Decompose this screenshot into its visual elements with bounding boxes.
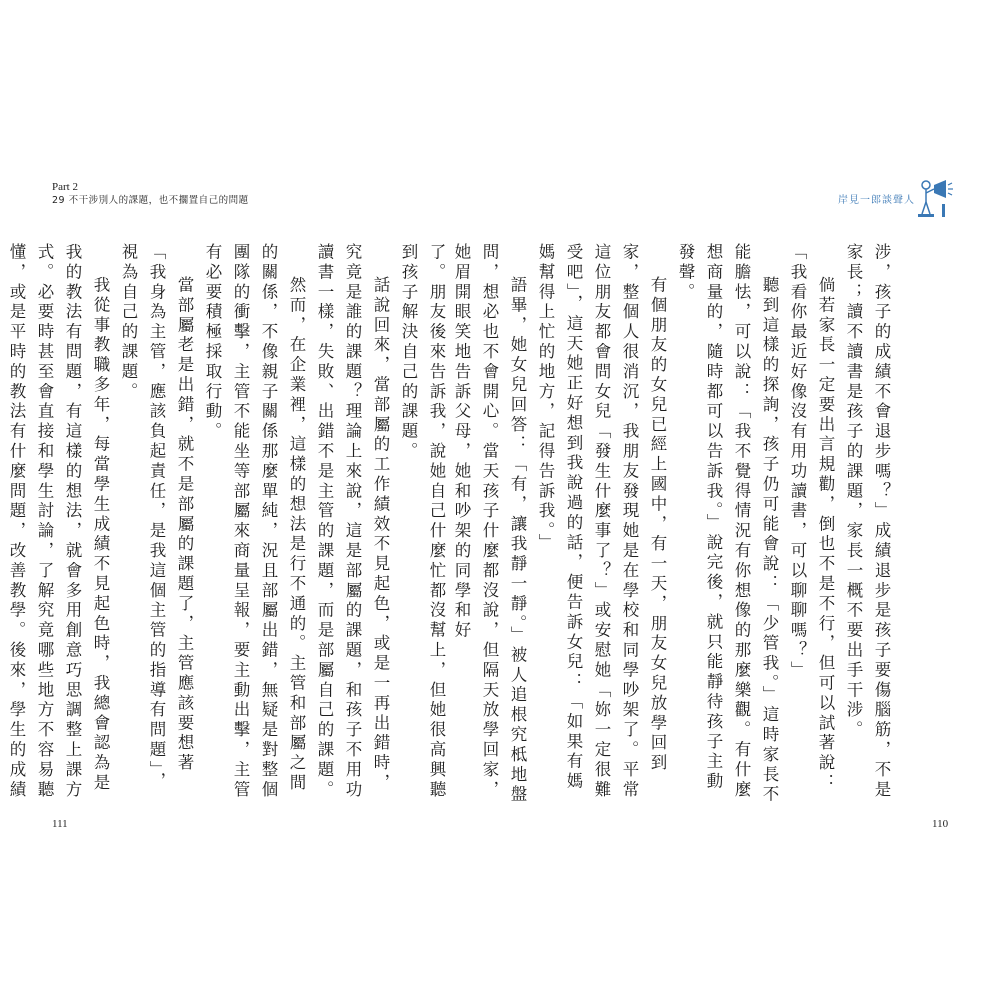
- right-paragraph-3: 聽到這樣的探詢，孩子仍可能會說：「少管我。」這時家長不能膽怯，可以說：「我不覺得情況有你想像的那麼樂觀。有什麼想商量的，隨時都可以告訴我。」說完後，就只能靜待孩子主動發聲。: [676, 243, 779, 806]
- book-title: 岸見一郎談聲人: [838, 195, 915, 206]
- page-number-right: 110: [932, 818, 949, 830]
- right-page-body: [452, 243, 895, 811]
- left-paragraph-4: 當部屬老是出錯，就不是部屬的課題了，主管應該要想著「我身為主管，應該負起責任，是我這個主管的指導有問題」，視為自己的課題。: [119, 243, 194, 792]
- left-page-body: [7, 243, 450, 811]
- left-paragraph-1: 了。朋友後來告訴我，說她自己什麼忙都沒幫上，但她很高興聽到孩子解決自己的課題。: [399, 243, 446, 801]
- megaphone-person-icon: [916, 176, 956, 220]
- right-paragraph-2: 倘若家長一定要出言規勸，倒也不是不行，但可以試著說：「我看你最近好像沒有用功讀書，可以聊聊嗎？」: [788, 243, 835, 794]
- chapter-title: 29 不干涉別人的課題，也不擱置自己的問題: [52, 195, 249, 206]
- right-paragraph-5: 語畢，她女兒回答：「有，讓我靜一靜。」被人追根究柢地盤問，想必也不會開心。當天孩子什麼都沒說，但隔天放學回家，她眉開眼笑地告訴父母，她和吵架的同學和好: [452, 243, 527, 806]
- left-paragraph-2: 話說回來，當部屬的工作績效不見起色，或是一再出錯時，究竟是誰的課題？理論上來說，這是部屬的課題，和孩子不用功讀書一樣，失敗、出錯不是主管的課題，而是部屬自己的課題。: [315, 243, 390, 801]
- left-paragraph-3: 然而，在企業裡，這樣的想法是行不通的。主管和部屬之間的關係，不像親子關係那麼單純，況且部屬出錯，無疑是對整個團隊的衝擊，主管不能坐等部屬來商量呈報，要主動出擊，主管有必要積極採取行動。: [203, 243, 306, 801]
- part-label: Part 2: [52, 181, 78, 193]
- left-paragraph-5: 我從事教職多年，每當學生成績不見起色時，我總會認為是我的教法有問題，有這樣的想法，就會多用創意巧思調整上課方式。必要時甚至會直接和學生討論，了解究竟哪些地方不容易聽懂，或是平時的教法有什麼問題，改善教學。後來，學生的成績: [7, 243, 110, 801]
- right-paragraph-4: 有個朋友的女兒已經上國中，有一天，朋友女兒放學回到家，整個人很消沉，我朋友發現她是在學校和同學吵架了。平常這位朋友都會問女兒「發生什麼事了？」或安慰她「妳一定很難受吧」，這天她正好想到我說過的話，便告訴女兒：「如果有媽媽幫得上忙的地方，記得告訴我。」: [536, 243, 667, 801]
- running-header-right: [838, 176, 958, 220]
- right-paragraph-1: 涉，孩子的成績不會退步嗎？」成績退步是孩子要傷腦筋，不是家長；讀不讀書是孩子的課題，家長一概不要出手干涉。: [844, 243, 891, 801]
- running-header-left: [52, 180, 249, 208]
- page-number-left: 111: [52, 818, 68, 830]
